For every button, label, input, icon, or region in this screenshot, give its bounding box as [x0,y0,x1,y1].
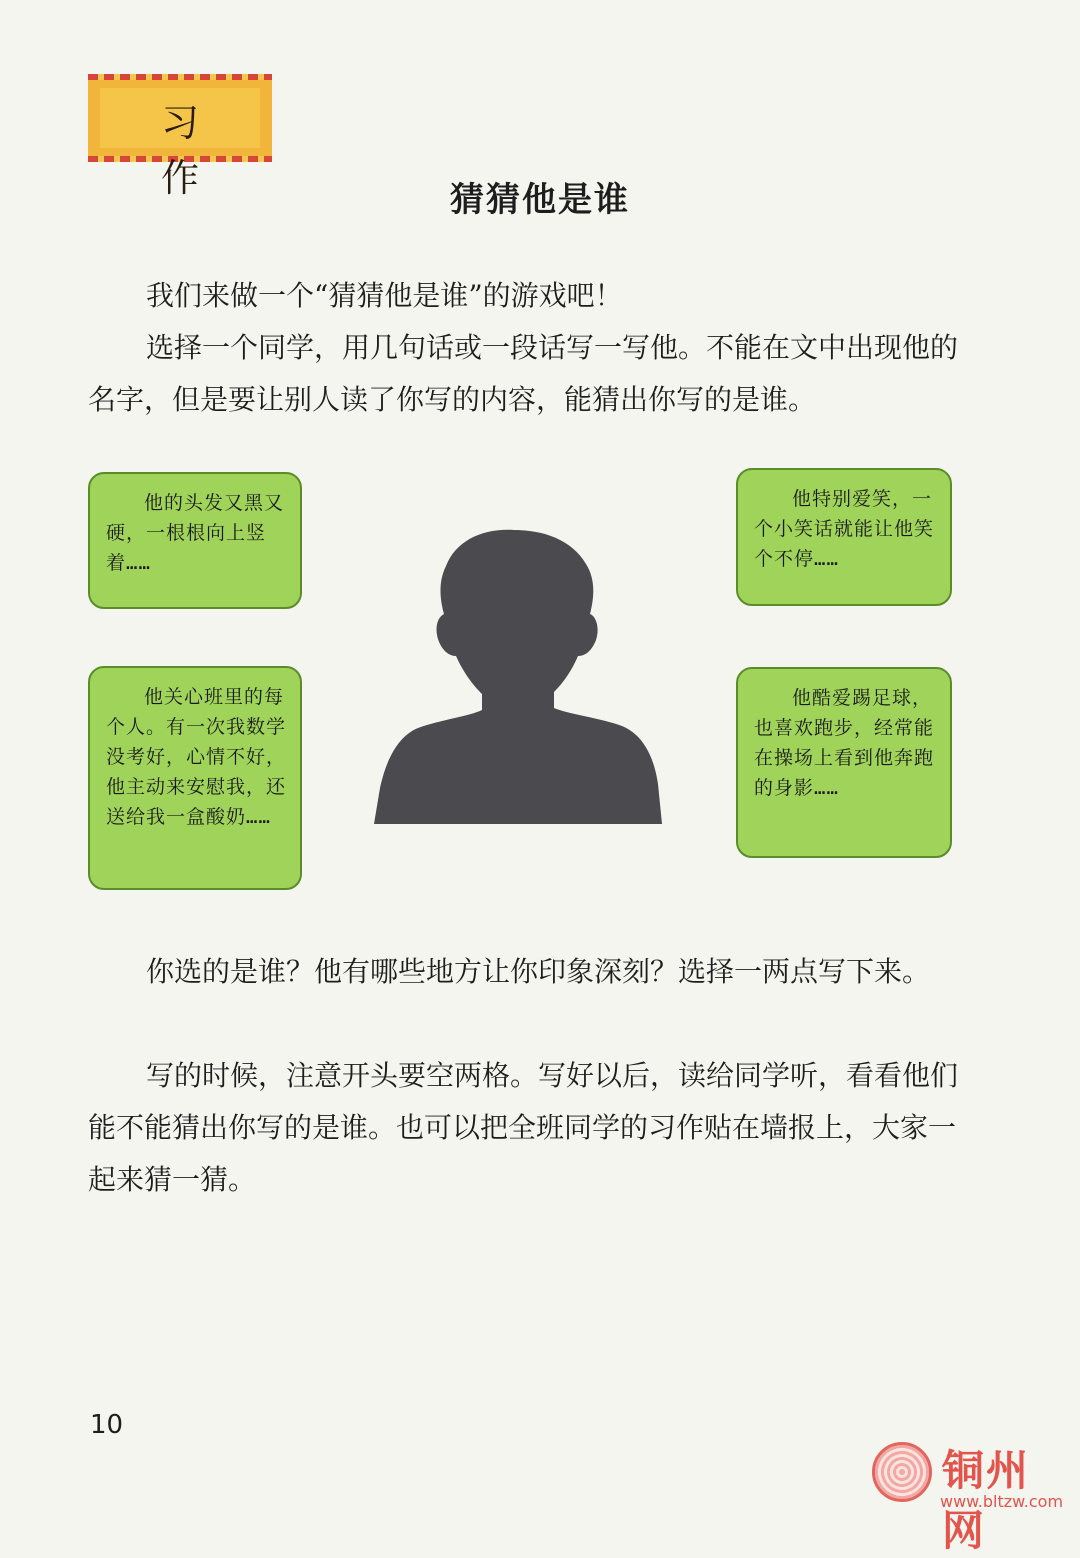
student-silhouette [374,522,662,828]
example-bubble-football: 他酷爱踢足球，也喜欢跑步，经常能在操场上看到他奔跑的身影…… [736,667,952,858]
watermark [872,1438,1072,1555]
example-bubble-caring: 他关心班里的每个人。有一次我数学没考好，心情不好，他主动来安慰我，还送给我一盒酸奶…… [88,666,302,890]
question-paragraph: 你选的是谁？他有哪些地方让你印象深刻？选择一两点写下来。 [146,955,931,988]
section-badge [88,74,272,200]
writing-tips-paragraph: 写的时候，注意开头要空两格。写好以后，读给同学听，看看他们能不能猜出你写的是谁。也可以把全班同学的习作贴在墙报上，大家一起来猜一猜。 [88,1059,959,1196]
example-bubble-laugh: 他特别爱笑，一个小笑话就能让他笑个不停…… [736,468,952,606]
page-title: 猜猜他是谁 [450,180,630,220]
example-bubble-hair: 他的头发又黑又硬，一根根向上竖着…… [88,472,302,609]
instruction-paragraph: 选择一个同学，用几句话或一段话写一写他。不能在文中出现他的名字，但是要让别人读了你写的内容，能猜出你写的是谁。 [88,331,959,416]
intro-paragraph: 我们来做一个“猜猜他是谁”的游戏吧！ [146,279,623,312]
watermark-url: www.bltzw.com [940,1492,1064,1511]
watermark-seal-icon [872,1442,932,1502]
page-number: 10 [90,1410,124,1440]
watermark-name: 铜州网 [942,1446,1031,1555]
section-label: 习 作 [160,101,225,200]
